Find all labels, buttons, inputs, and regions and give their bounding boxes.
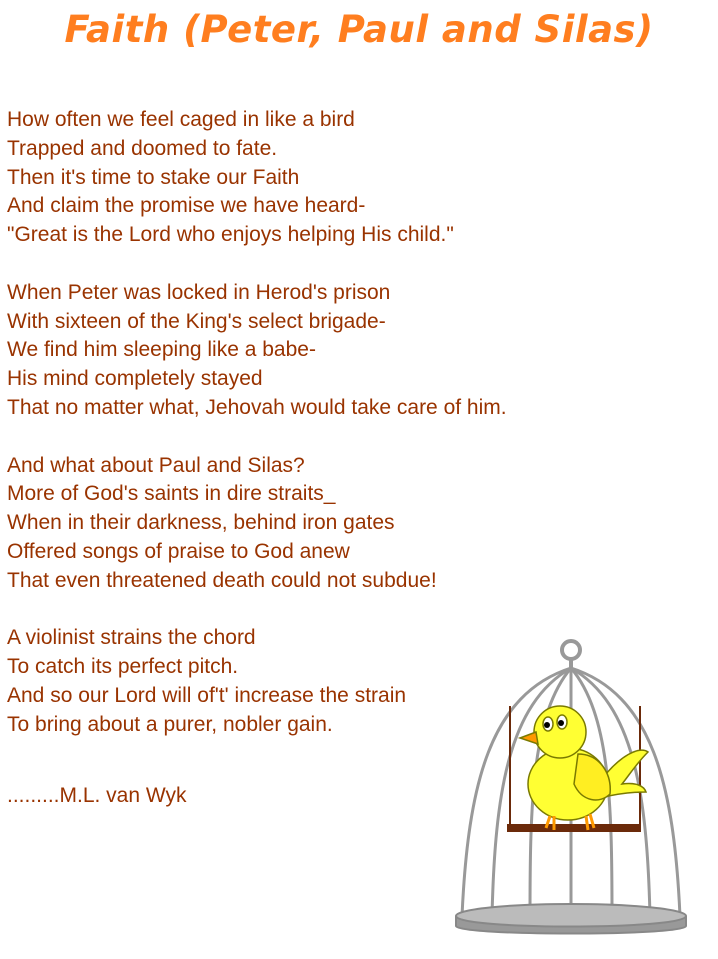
bird-head — [534, 706, 586, 758]
stanza-2 — [7, 279, 507, 423]
swing-perch — [507, 824, 641, 832]
poem-line: And so our Lord will of't' increase the strain — [7, 683, 407, 707]
poem-line: And claim the promise we have heard- — [7, 194, 366, 218]
poem-body — [7, 106, 507, 740]
stanza-1 — [7, 106, 507, 250]
poem-signature: .........M.L. van Wyk — [7, 784, 187, 807]
poem-line: Trapped and doomed to fate. — [7, 136, 278, 160]
stanza-4 — [7, 624, 507, 739]
bird-cage-icon — [450, 634, 696, 944]
poem-line: We find him sleeping like a babe- — [7, 338, 316, 362]
stanza-gap — [7, 596, 507, 625]
bird-pupil — [544, 722, 550, 728]
poem-line: How often we feel caged in like a bird — [7, 108, 355, 131]
yellow-bird — [520, 706, 648, 830]
cage-ring — [562, 641, 580, 659]
bird-beak — [520, 732, 538, 744]
poem-line: When Peter was locked in Herod's prison — [7, 280, 391, 304]
poem-line: Then it's time to stake our Faith — [7, 165, 300, 189]
poem-line: "Great is the Lord who enjoys helping His child." — [7, 223, 454, 247]
stanza-3 — [7, 452, 507, 596]
poem-line: That even threatened death could not subdue! — [7, 568, 437, 592]
poem-line: To bring about a purer, nobler gain. — [7, 712, 333, 736]
poem-line: To catch its perfect pitch. — [7, 655, 239, 679]
poem-line: And what about Paul and Silas? — [7, 453, 305, 477]
bird-pupil — [558, 720, 564, 726]
poem-title: Faith (Peter, Paul and Silas) — [64, 8, 654, 51]
poem-line: When in their darkness, behind iron gates — [7, 511, 395, 535]
stanza-gap — [7, 250, 507, 279]
poem-line: That no matter what, Jehovah would take care of him. — [7, 395, 507, 419]
poem-line: More of God's saints in dire straits_ — [7, 482, 336, 506]
poem-line: With sixteen of the King's select brigade- — [7, 309, 386, 333]
stanza-gap — [7, 423, 507, 452]
poem-line: Offered songs of praise to God anew — [7, 539, 350, 563]
poem-line: His mind completely stayed — [7, 367, 263, 391]
poem-line: A violinist strains the chord — [7, 626, 256, 650]
